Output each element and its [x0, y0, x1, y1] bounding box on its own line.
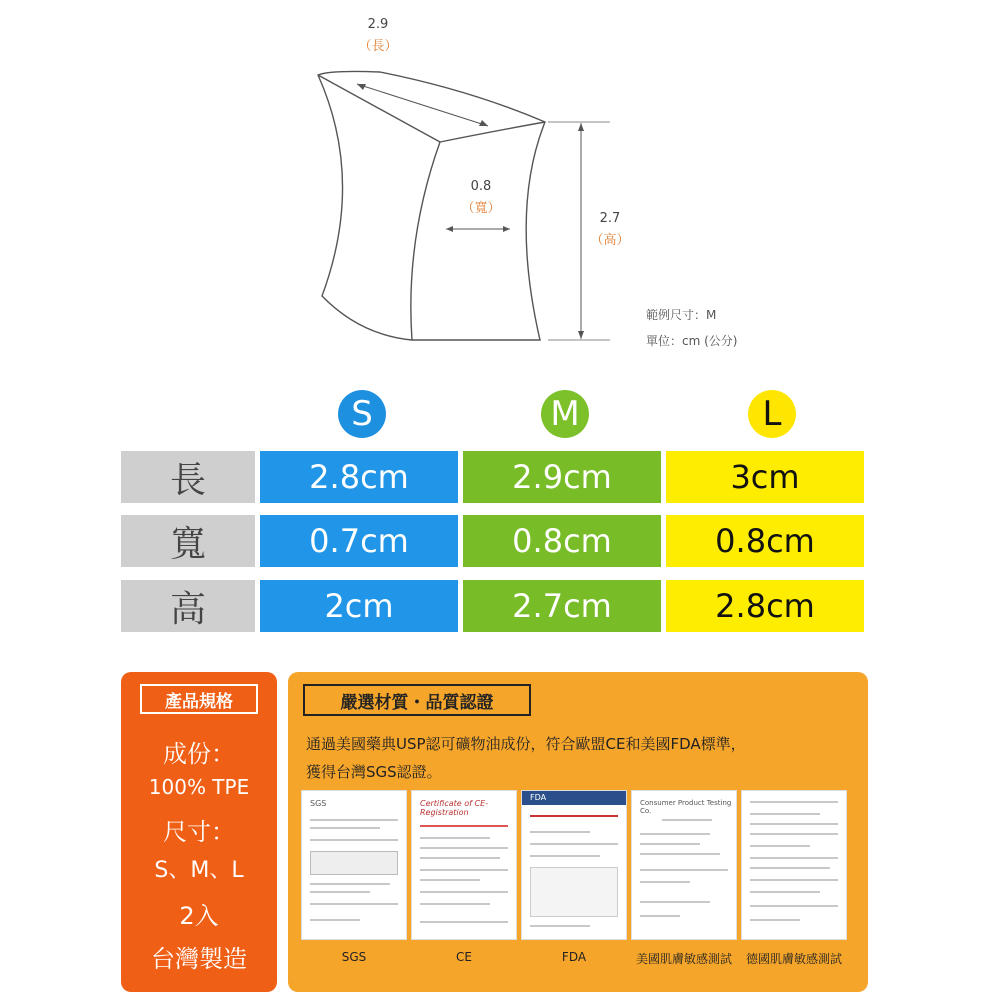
size-label: 尺寸：	[163, 818, 235, 846]
table-row-length	[121, 451, 864, 503]
quantity: 2入	[179, 902, 219, 930]
row-label-length: 長	[121, 451, 255, 503]
cert-title: 嚴選材質・品質認證	[303, 684, 531, 716]
note-size: 範例尺寸：M	[646, 308, 717, 322]
length-dimension	[338, 14, 418, 58]
cert-label-ce: CE	[456, 950, 472, 964]
height-value: 2.7	[599, 211, 621, 226]
ingredient-label: 成份：	[163, 740, 235, 768]
size-value: S、M、L	[154, 858, 244, 883]
cert-head-ce: Certificate of CE-Registration	[420, 799, 489, 817]
cert-document-ce	[411, 790, 517, 940]
row-label-width: 寬	[121, 515, 255, 567]
height-label: （高）	[590, 233, 630, 248]
size-badge-m: M	[541, 390, 589, 438]
cell-height-l: 2.8cm	[666, 580, 864, 632]
size-badge-s: S	[338, 390, 386, 438]
cell-length-l: 3cm	[666, 451, 864, 503]
cert-head-sgs: SGS	[310, 799, 327, 808]
length-value: 2.9	[367, 17, 389, 32]
cert-document-us-skin-test	[631, 790, 737, 940]
width-dimension	[441, 176, 521, 220]
cert-document-de-skin-test	[741, 790, 847, 940]
spec-panel	[121, 672, 277, 992]
origin: 台灣製造	[151, 945, 247, 973]
cert-desc-line2: 獲得台灣SGS認證。	[306, 763, 442, 781]
cert-panel	[288, 672, 868, 992]
product-diagram	[0, 0, 1000, 370]
cell-width-s: 0.7cm	[260, 515, 458, 567]
cert-document-sgs	[301, 790, 407, 940]
cert-head-fda: FDA	[530, 793, 547, 802]
cert-desc-line1: 通過美國藥典USP認可礦物油成份，符合歐盟CE和美國FDA標準，	[306, 735, 746, 753]
ingredient-value: 100% TPE	[148, 775, 250, 799]
cert-label-de-skin-test: 德國肌膚敏感測試	[745, 952, 842, 966]
size-badge-l: L	[748, 390, 796, 438]
row-label-height: 高	[121, 580, 255, 632]
cell-width-m: 0.8cm	[463, 515, 661, 567]
cell-width-l: 0.8cm	[666, 515, 864, 567]
table-row-height	[121, 580, 864, 632]
cell-height-s: 2cm	[260, 580, 458, 632]
cell-height-m: 2.7cm	[463, 580, 661, 632]
note-unit: 單位：cm (公分)	[646, 334, 738, 348]
spec-title: 產品規格	[140, 684, 258, 714]
table-row-width	[121, 515, 864, 567]
height-dimension	[570, 208, 650, 252]
cell-length-m: 2.9cm	[463, 451, 661, 503]
cell-length-s: 2.8cm	[260, 451, 458, 503]
cert-label-sgs: SGS	[341, 950, 367, 964]
cert-label-us-skin-test: 美國肌膚敏感測試	[635, 952, 732, 966]
cert-head-us: Consumer Product Testing Co.	[640, 799, 732, 815]
cert-document-fda	[521, 790, 627, 940]
width-label: （寬）	[461, 201, 501, 216]
length-label: （長）	[358, 39, 398, 54]
width-value: 0.8	[470, 179, 492, 194]
cert-description	[306, 730, 861, 786]
cert-label-fda: FDA	[561, 950, 587, 964]
